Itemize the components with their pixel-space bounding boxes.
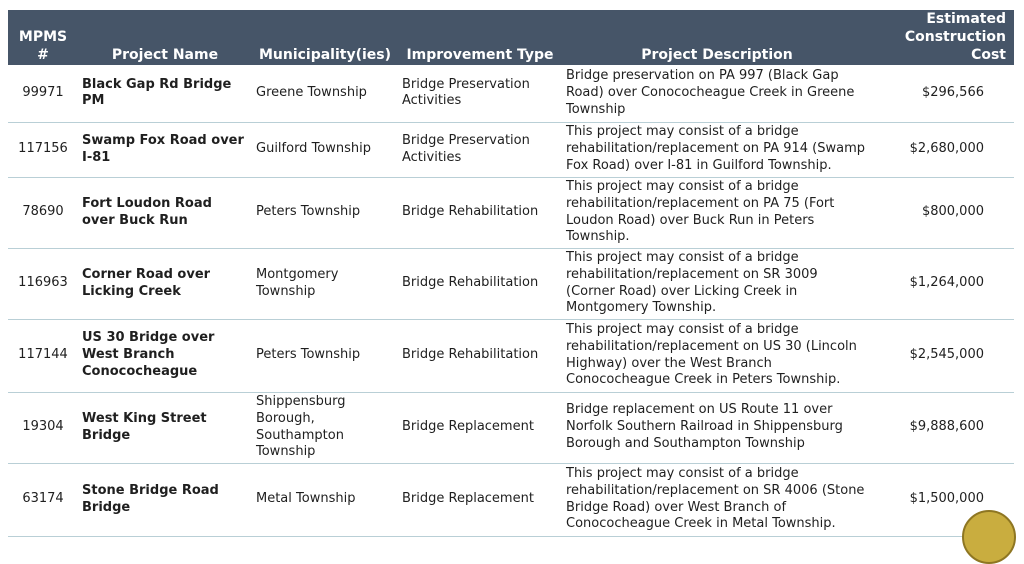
table-row [8,463,1014,536]
cell-cost: $296,566 [872,65,1014,122]
cell-project-name: Swamp Fox Road over I-81 [78,122,252,177]
cell-municipality: Montgomery Township [252,248,398,319]
cell-project-name: Corner Road over Licking Creek [78,248,252,319]
table-header-row [8,10,1014,65]
cell-municipality: Shippensburg Borough, Southampton Township [252,392,398,463]
cell-mpms: 19304 [8,392,78,463]
cell-cost: $2,680,000 [872,122,1014,177]
table-row [8,65,1014,122]
table-row [8,177,1014,248]
table-row [8,319,1014,392]
cell-project-name: Black Gap Rd Bridge PM [78,65,252,122]
cell-improvement-type: Bridge Preservation Activities [398,122,562,177]
cell-description: Bridge replacement on US Route 11 over Norfolk Southern Railroad in Shippensburg Borough and Southampton Township [562,392,872,463]
cell-description: This project may consist of a bridge rehabilitation/replacement on US 30 (Lincoln Highway) over the West Branch Conococheague Creek in Peters Township. [562,319,872,392]
seal-logo [962,510,1016,564]
cell-project-name: West King Street Bridge [78,392,252,463]
cell-cost: $2,545,000 [872,319,1014,392]
cell-mpms: 117156 [8,122,78,177]
cell-description: Bridge preservation on PA 997 (Black Gap Road) over Conococheague Creek in Greene Township [562,65,872,122]
cell-cost: $1,264,000 [872,248,1014,319]
cell-improvement-type: Bridge Rehabilitation [398,177,562,248]
cell-mpms: 116963 [8,248,78,319]
cell-cost: $1,500,000 [872,463,1014,536]
header-project-name: Project Name [78,10,252,65]
cell-municipality: Guilford Township [252,122,398,177]
cell-improvement-type: Bridge Replacement [398,463,562,536]
header-municipality: Municipality(ies) [252,10,398,65]
header-improvement-type: Improvement Type [398,10,562,65]
cell-improvement-type: Bridge Preservation Activities [398,65,562,122]
cell-municipality: Peters Township [252,319,398,392]
cell-municipality: Metal Township [252,463,398,536]
cell-improvement-type: Bridge Rehabilitation [398,319,562,392]
cell-project-name: Stone Bridge Road Bridge [78,463,252,536]
cell-project-name: US 30 Bridge over West Branch Conococheague [78,319,252,392]
cell-mpms: 117144 [8,319,78,392]
table-row [8,248,1014,319]
cell-cost: $800,000 [872,177,1014,248]
cell-description: This project may consist of a bridge rehabilitation/replacement on PA 914 (Swamp Fox Road) over I-81 in Guilford Township. [562,122,872,177]
cell-description: This project may consist of a bridge rehabilitation/replacement on SR 4006 (Stone Bridge Road) over West Branch of Conococheague Creek in Metal Township. [562,463,872,536]
header-mpms: MPMS # [8,10,78,65]
cell-mpms: 99971 [8,65,78,122]
table-row [8,122,1014,177]
projects-table [8,10,1014,537]
cell-improvement-type: Bridge Rehabilitation [398,248,562,319]
cell-description: This project may consist of a bridge rehabilitation/replacement on PA 75 (Fort Loudon Road) over Buck Run in Peters Township. [562,177,872,248]
cell-cost: $9,888,600 [872,392,1014,463]
cell-municipality: Greene Township [252,65,398,122]
cell-mpms: 63174 [8,463,78,536]
header-estimated-cost: Estimated Construction Cost [872,10,1014,65]
cell-improvement-type: Bridge Replacement [398,392,562,463]
header-description: Project Description [562,10,872,65]
cell-project-name: Fort Loudon Road over Buck Run [78,177,252,248]
cell-mpms: 78690 [8,177,78,248]
table-row [8,392,1014,463]
cell-description: This project may consist of a bridge rehabilitation/replacement on SR 3009 (Corner Road) over Licking Creek in Montgomery Township. [562,248,872,319]
cell-municipality: Peters Township [252,177,398,248]
